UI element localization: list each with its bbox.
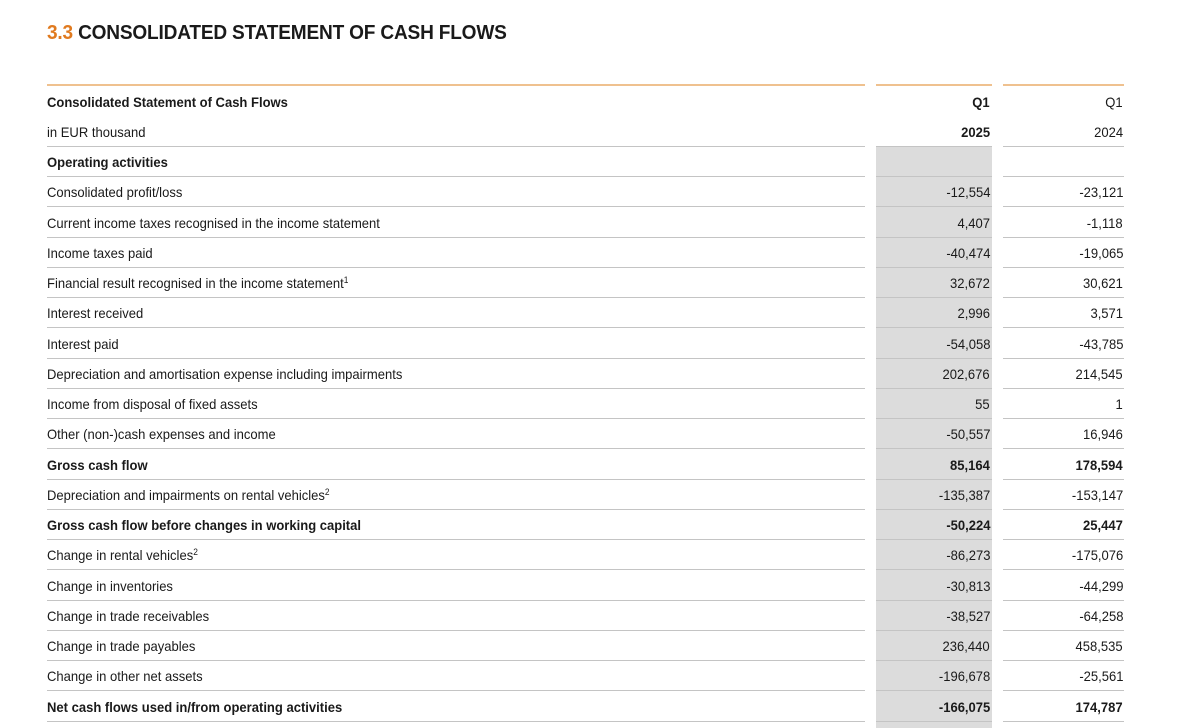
table-row [0, 571, 1179, 601]
row-label: Gross cash flow [47, 456, 148, 473]
row-separator [876, 721, 992, 722]
value-2025: -54,058 [945, 335, 990, 352]
table-row [0, 389, 1179, 419]
table-row [0, 298, 1179, 328]
row-label: Change in inventories [47, 577, 173, 594]
table-row [0, 268, 1179, 298]
value-2024: 174,787 [1075, 698, 1123, 715]
table-row [0, 540, 1179, 570]
value-2024: -1,118 [1087, 214, 1123, 231]
row-label: Income from disposal of fixed assets [47, 396, 258, 412]
table-row [0, 450, 1179, 480]
table-row [0, 147, 1179, 177]
row-label: Current income taxes recognised in the income statement [47, 214, 380, 231]
table-row [0, 238, 1179, 268]
row-label: Financial result recognised in the income statement$^1$ [47, 275, 349, 291]
row-label: Consolidated profit/loss [47, 184, 183, 201]
value-2024: -44,299 [1078, 577, 1123, 594]
value-2024: -64,258 [1078, 607, 1123, 624]
row-separator [47, 721, 865, 722]
year-current-label: 2025 [961, 124, 990, 140]
value-2025: -38,527 [945, 607, 990, 624]
value-2025: 85,164 [950, 456, 990, 473]
value-2024: 25,447 [1083, 517, 1123, 533]
row-label: Interest paid [47, 335, 119, 352]
value-2025: -166,075 [938, 698, 990, 715]
top-rule-2025-column [876, 84, 992, 86]
value-2025: 236,440 [942, 638, 990, 654]
value-2024: 16,946 [1083, 426, 1123, 443]
value-2024: -25,561 [1078, 668, 1123, 685]
value-2024: 1 [1115, 396, 1123, 412]
table-row [0, 661, 1179, 691]
top-rule-label-column [47, 84, 865, 86]
value-2025: -30,813 [945, 577, 990, 594]
value-2024: 458,535 [1075, 638, 1123, 654]
table-row [0, 631, 1179, 661]
value-2025: 202,676 [942, 365, 990, 382]
table-row [0, 359, 1179, 389]
footnote-marker: 2 [193, 547, 198, 558]
row-label: Change in rental vehicles$^2$ [47, 547, 198, 564]
row-label: Change in trade payables [47, 638, 196, 654]
value-2025: 55 [975, 396, 990, 412]
value-2025: -86,273 [945, 547, 990, 564]
table-row [0, 329, 1179, 359]
row-separator [1003, 721, 1124, 722]
value-2024: 178,594 [1075, 456, 1123, 473]
value-2024: -153,147 [1071, 486, 1123, 503]
value-2025: 32,672 [950, 275, 990, 291]
row-label: Income taxes paid [47, 244, 153, 261]
page-title [47, 21, 507, 45]
value-2025: -50,557 [945, 426, 990, 443]
value-2024: -175,076 [1071, 547, 1123, 564]
row-label: Change in other net assets [47, 668, 203, 685]
value-2025: -50,224 [945, 517, 990, 533]
section-title: CONSOLIDATED STATEMENT OF CASH FLOWS [78, 21, 507, 44]
column-header-prior-period: Q1 [1105, 94, 1123, 110]
row-label: Change in trade receivables [47, 607, 210, 624]
value-2024: -23,121 [1078, 184, 1123, 201]
table-header-row [0, 87, 1179, 117]
value-2025: 2,996 [957, 305, 990, 322]
unit-row [0, 117, 1179, 147]
value-2025: 4,407 [957, 214, 990, 231]
value-2024: -43,785 [1078, 335, 1123, 352]
row-label: Interest received [47, 305, 144, 322]
value-2025: -196,678 [938, 668, 990, 685]
footnote-marker: 2 [324, 486, 330, 497]
section-number: 3.3 [47, 21, 73, 44]
footnote-marker: 1 [343, 275, 349, 285]
table-row [0, 177, 1179, 207]
row-label: Depreciation and amortisation expense including impairments [47, 365, 403, 382]
row-label: Operating activities [47, 154, 168, 170]
column-header-current-period: Q1 [972, 94, 990, 110]
value-2024: 30,621 [1083, 275, 1123, 291]
value-2024: 3,571 [1090, 305, 1123, 322]
table-title: Consolidated Statement of Cash Flows [47, 94, 288, 110]
year-prior-label: 2024 [1094, 124, 1123, 140]
row-label: Gross cash flow before changes in working capital [47, 517, 362, 533]
table-row [0, 510, 1179, 540]
row-label: Other (non-)cash expenses and income [47, 426, 276, 443]
value-2025: -12,554 [945, 184, 990, 201]
value-2024: -19,065 [1078, 244, 1123, 261]
row-label: Net cash flows used in/from operating activities [47, 698, 343, 715]
unit-label: in EUR thousand [47, 124, 146, 140]
table-row [0, 208, 1179, 238]
value-2025: -40,474 [945, 244, 990, 261]
top-rule-2024-column [1003, 84, 1124, 86]
table-row [0, 692, 1179, 722]
table-row [0, 601, 1179, 631]
table-row [0, 480, 1179, 510]
row-label: Depreciation and impairments on rental vehicles$^2$ [47, 486, 330, 503]
table-row [0, 419, 1179, 449]
value-2025: -135,387 [938, 486, 990, 503]
value-2024: 214,545 [1075, 365, 1123, 382]
